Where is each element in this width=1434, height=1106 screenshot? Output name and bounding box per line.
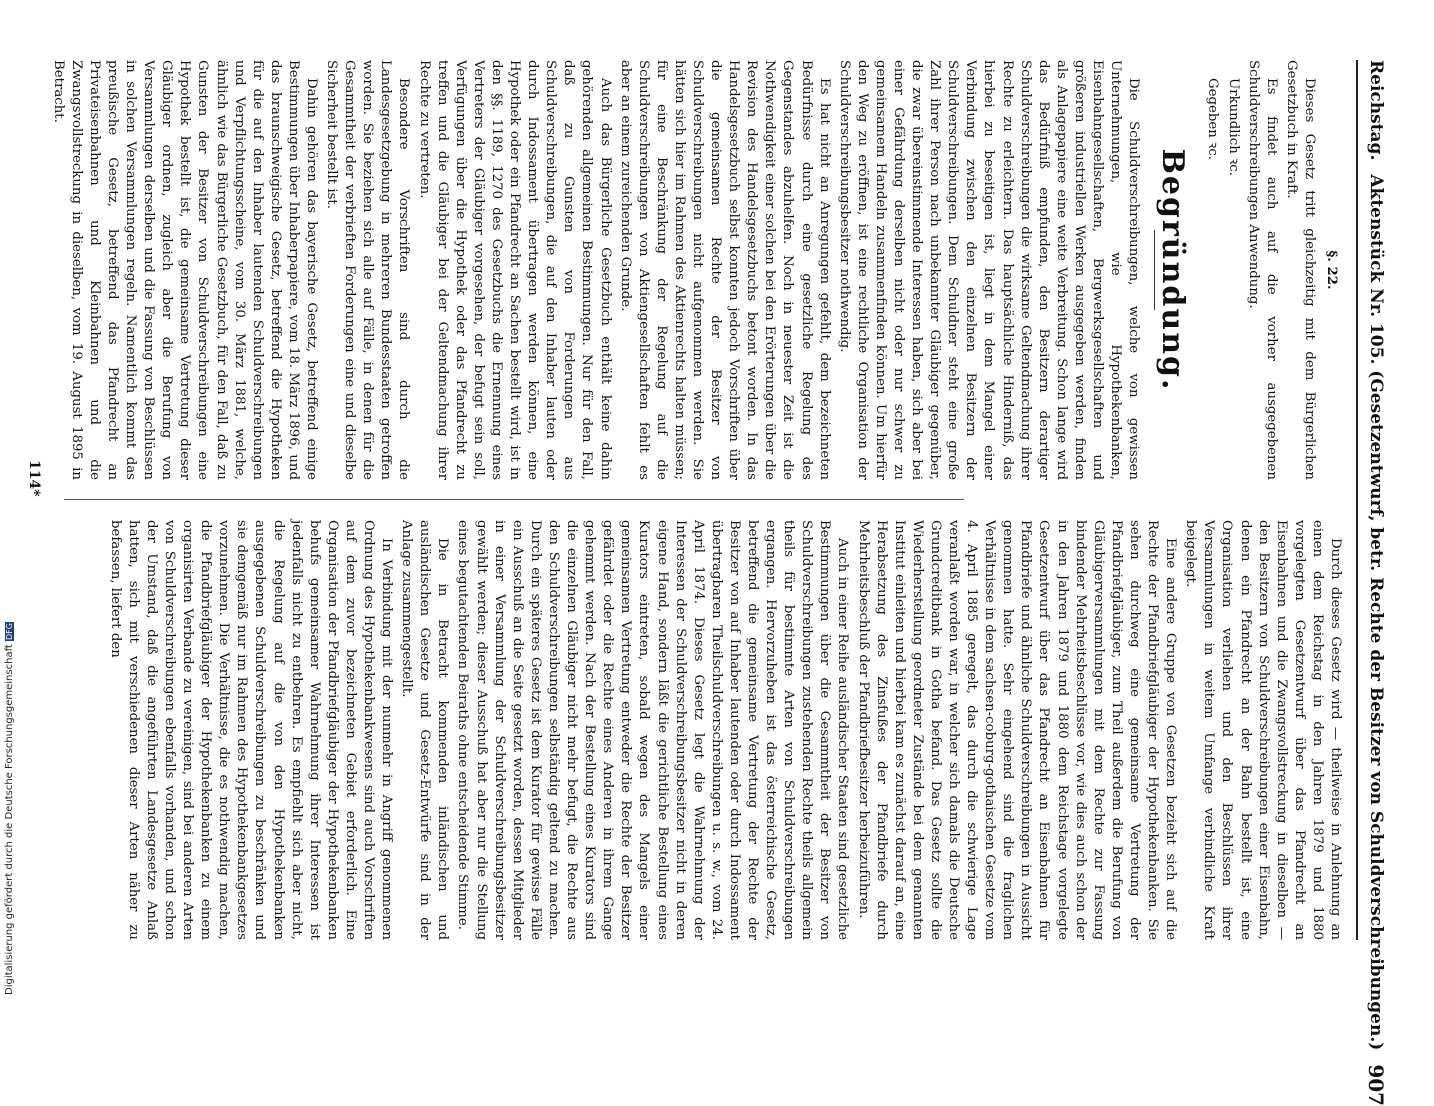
paragraph: Die Schuldverschreibungen, welche von gewissen Unternehmungen, wie Hypothekenbanken, Eisenbahngesellschaften, Bergwerksgesellschaften und größeren industriellen Werken ausgegeben werden, finden als Anlagepapiere eine weite Verbreitung. Schon lange wird das Bedürfniß empfunden, den Besitzern derartiger Schuldverschreibungen die wirksame Geltendmachung ihrer Rechte zu erleichtern. Das hauptsächliche Hinderniß, das hierbei zu beseitigen ist, liegt in dem Mangel einer Verbindung zwischen den einzelnen Besitzern der Schuldverschreibungen. Dem Schuldner steht eine große Zahl ihrer Person nach unbekannter Gläubiger gegenüber, die zwar übereinstimmende Interessen haben, sich aber bei einer Gefährdung derselben nicht oder nur schwer zu gemeinsamem Handeln zusammenfinden können. Um hierfür den Weg zu eröffnen, ist eine rechtliche Organisation der Schuldverschreibungsbesitzer nothwendig.: [836, 60, 1142, 480]
paragraph: Besondere Vorschriften sind durch die Landesgesetzgebung in mehreren Bundesstaaten getroffen worden. Sie beziehen sich alle auf Fälle, in denen für die Gesammtheit der verbrieften Forderungen eine und dieselbe Sicherheit bestellt ist.: [324, 60, 412, 480]
paragraph: Eine andere Gruppe von Gesetzen bezieht sich auf die Rechte der Pfandbriefgläubiger der Hypothekenbanken. Sie sehen durchweg eine gemeinsame Vertretung der Pfandbriefgläubiger, zum Theil außerdem die Berufung von Gläubigerversammlungen mit dem Rechte zur Fassung bindender Mehrheitsbeschlüsse vor, wie dies auch schon der in den Jahren 1879 und 1880 dem Reichstage vorgelegte Gesetzentwurf über das Pfandrecht an Eisenbahnen für Pfandbriefe und ähnliche Schuldverschreibungen in Aussicht genommen hatte. Sehr eingehend sind die fraglichen Verhältnisse in dem sachsen-coburg-gothaischen Gesetze vom 4. April 1885 geregelt, das durch die schwierige Lage veranlaßt worden war, in welcher sich damals die Deutsche Grundcreditbank in Gotha befand. Das Gesetz sollte die Wiederherstellung geordneter Zustände bei dem genannten Institut einleiten und hierbei kam es zunächst darauf an, eine Herabsetzung des Zinsfußes der Pfandbriefe durch Mehrheitsbeschluß der Pfandbriefbesitzer herbeizuführen.: [855, 520, 1179, 940]
signature-line: Gegeben ꝛc.: [1205, 78, 1221, 161]
credit-text: Digitalisierung gefördert durch die Deutsche Forschungsgemeinschaft: [4, 644, 15, 995]
paragraph: Auch in einer Reihe ausländischer Staaten sind gesetzliche Bestimmungen über die Gesammtheit der Besitzer von Schuldverschreibungen zustehenden Rechte theils allgemein theils für bestimmte Arten von Schuldverschreibungen ergangen. Hervorzuheben ist das österreichische Gesetz, betreffend die gemeinsame Vertretung der Rechte der Besitzer von auf Inhaber lautenden oder durch Indossament übertragbaren Theilschuldverschreibungen u. s. w., vom 24. April 1874. Dieses Gesetz legt die Wahrnehmung der Interessen der Schuldverschreibungsbesitzer nicht in deren eigene Hand, sondern läßt die gerichtliche Bestellung eines Kurators eintreten, sobald wegen des Mangels einer gemeinsamen Vertretung entweder die Rechte der Besitzer gefährdet oder die Rechte eines Anderen in ihrem Gange gehemmt werden. Nach der Bestellung eines Kurators sind die einzelnen Gläubiger nicht mehr befugt, die Rechte aus den Schuldverschreibungen selbständig geltend zu machen. Durch ein späteres Gesetz ist dem Kurator für gewisse Fälle ein Ausschuß an die Seite gesetzt worden, dessen Mitglieder in einer Versammlung der Schuldverschreibungsbesitzer gewählt werden; dieser Ausschuß hat aber nur die Stellung eines begutachtenden Beiraths ohne entscheidende Stimme.: [455, 520, 851, 940]
right-column: [64, 520, 1344, 940]
digitization-credit: [4, 605, 18, 995]
header-title: Aktenstück Nr. 105. (Gesetzentwurf, betr. Rechte der Besitzer von Schuldverschreibungen.): [1366, 174, 1386, 1051]
signature-line: Urkundlich ꝛc.: [1225, 78, 1241, 176]
dfg-logo: DFG: [5, 623, 14, 640]
section-number: §. 22.: [1324, 250, 1339, 290]
column-divider: [64, 499, 964, 500]
page-header: [1356, 60, 1394, 1106]
header-reichstag: Reichstag.: [1366, 60, 1386, 161]
paragraph: Dahin gehören das bayerische Gesetz, betreffend einige Bestimmungen über Inhaberpapiere, vom 18. März 1896, und das braunschweigische Gesetz, betreffend die Hypotheken für die auf den Inhaber lautenden Schuldverschreibungen und Verpflichtungsscheine, vom 30. März 1881, welche, ähnlich wie das Bürgerliche Gesetzbuch, für den Fall, daß zu Gunsten der Besitzer von Schuldverschreibungen eine Hypothek bestellt ist, die gemeinsame Vertretung dieser Gläubiger ordnen, zugleich aber die Berufung von Versammlungen derselben und die Fassung von Beschlüssen in solchen Versammlungen regeln. Namentlich kommt das preußische Gesetz, betreffend das Pfandrecht an Privateisenbahnen und Kleinbahnen und die Zwangsvollstreckung in dieselben, vom 19. August 1895 in Betracht.: [50, 60, 320, 480]
paragraph: In Verbindung mit der nunmehr in Angriff genommenen Ordnung des Hypothekenbankwesens sind auch Vorschriften auf dem zuvor bezeichneten Gebiet erforderlich. Eine Organisation der Pfandbriefgläubiger der Hypothekenbanken behufs gemeinsamer Wahrnehmung ihrer Interessen ist jedenfalls nicht zu entbehren. Es empfiehlt sich aber nicht, die Regelung auf die von den Hypothekenbanken ausgegebenen Schuldverschreibungen zu beschränken und sie demgemäß nur im Rahmen des Hypothekenbankgesetzes vorzunehmen. Die Verhältnisse, die es nothwendig machen, die Pfandbriefgläubiger der Hypothekenbanken zu einem organisirten Verbande zu vereinigen, sind bei anderen Arten von Schuldverschreibungen ebenfalls vorhanden, und schon der Umstand, daß die angeführten Landesgesetze Anlaß hatten, sich mit verschiedenen dieser Arten näher zu befassen, liefert den: [107, 520, 395, 940]
paragraph: Durch dieses Gesetz wird — theilweise in Anlehnung an einen dem Reichstag in den Jahren 1879 und 1880 vorgelegten Gesetzentwurf über das Pfandrecht an Eisenbahnen und die Zwangsvollstreckung in dieselben — den Besitzern von Schuldverschreibungen einer Eisenbahn, denen ein Pfandrecht an der Bahn bestellt ist, eine Organisation verliehen und den Beschlüssen ihrer Versammlungen in weitem Umfange verbindliche Kraft beigelegt.: [1183, 520, 1343, 940]
paragraph: Es hat nicht an Anregungen gefehlt, dem bezeichneten Bedürfnisse durch eine gesetzliche Regelung des Gegenstandes abzuhelfen. Noch in neuester Zeit ist die Nothwendigkeit einer solchen bei den Erörterungen über die Revision des Handelsgesetzbuchs betont worden. In das Handelsgesetzbuch selbst konnten jedoch Vorschriften über die gemeinsamen Rechte der Besitzer von Schuldverschreibungen nicht aufgenommen werden. Sie hätten sich hier im Rahmen des Aktienrechts halten müssen; für eine Beschränkung der Regelung auf die Schuldverschreibungen von Aktiengesellschaften fehlt es aber an einem zureichenden Grunde.: [617, 60, 832, 480]
page-number: 907: [1364, 1064, 1388, 1106]
section-title: Begründung.: [1155, 148, 1191, 392]
paragraph: Dieses Gesetz tritt gleichzeitig mit dem Bürgerlichen Gesetzbuch in Kraft.: [1283, 60, 1317, 480]
left-column: [50, 60, 1344, 480]
paragraph: Auch das Bürgerliche Gesetzbuch enthält keine dahin gehörenden allgemeinen Bestimmungen. Nur für den Fall, daß zu Gunsten von Forderungen aus Schuldverschreibungen, die auf den Inhaber lauten oder durch Indossament übertragen werden können, eine Hypothek oder ein Pfandrecht an Sachen bestellt wird, ist in den §§. 1189, 1270 des Gesetzbuchs die Ernennung eines Vertreters der Gläubiger vorgesehen, der befugt sein soll, Verfügungen über die Hypothek oder das Pfandrecht zu treffen und die Gläubiger bei der Geltendmachung ihrer Rechte zu vertreten.: [416, 60, 613, 480]
paragraph: Die in Betracht kommenden inländischen und ausländischen Gesetze und Gesetz-Entwürfe sind in der Anlage zusammengestellt.: [399, 520, 451, 940]
sheet-number: 114*: [26, 460, 42, 497]
paragraph: Es findet auch auf die vorher ausgegebenen Schuldverschreibungen Anwendung.: [1245, 60, 1279, 480]
